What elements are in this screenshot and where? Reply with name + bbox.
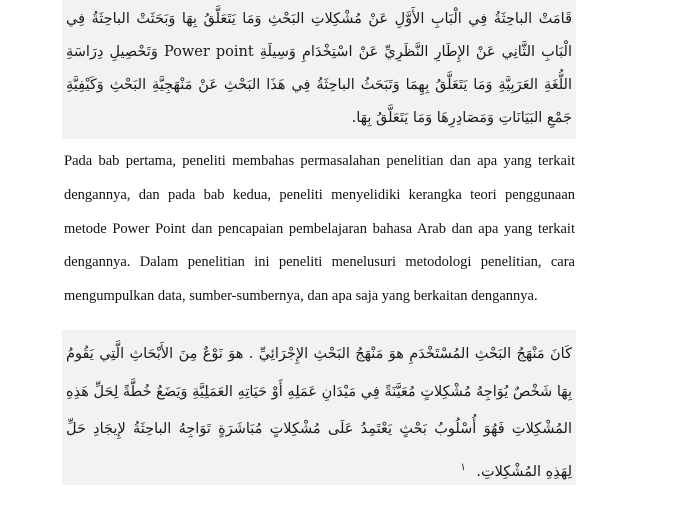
arabic-paragraph-2 [62, 330, 576, 485]
arabic-paragraph-1 [62, 0, 576, 139]
arabic-paragraph-1-text: قَامَتْ الباحِثَةُ فِي الْبَابِ الأَوَّلِ عَنْ مُشْكِلاتِ البَحْثِ وَمَا يَتَعَلَّقُ بِهَا وَبَحَثَتْ الباحِثَةُ فِي الْبَابِ الثَّانِي عَنْ الإِطَارِ النَّظَرِيِّ عَنْ اسْتِخْدَامِ وَسِيلَةِ Power point وَتَحْصِيلِ دِرَاسَةِ اللُّغَةِ العَرَبِيَّةِ وَمَا يَتَعَلَّقُ بِهِمَا وَتَبَحَثُ الباحِثَةُ فِي هَذَا البَحْثِ عَنْ مَنْهَجِيَّةِ البَحْثِ وَكَيْفِيَّةِ جَمْعِ البَيَانَاتِ وَمَصَادِرِهَا وَمَا يَتَعَلَّقُ بِهَا. [66, 11, 572, 126]
arabic-paragraph-2-text: كَانَ مَنْهَجُ البَحْثِ المُسْتَخْدَمِ هوَ مَنْهَجُ البَحْثِ الإِجْرَائِيِّ . هوَ نَوْعٌ مِنَ الأَبْحَاثِ الَّتِي يَقُومُ بِهَا شَخْصٌ يُوَاجِهُ مُشْكِلاتٍ مُعَيَّنَةً فِي مَيْدَانِ عَمَلِهِ أَوْ حَيَاتِهِ العَمَلِيَّةِ وَيَضَعُ خُطَّةً لِحَلِّ هَذِهِ المُشْكِلاتِ فَهُوَ أُسْلُوبُ بَحْثٍ يَعْتَمِدُ عَلَى مُشْكِلاتٍ مُبَاشَرَةٍ تَوَاجِهُ الباحِثَةُ لإِيجَادِ حَلِّ لِهَذِهِ المُشْكِلاتِ. [66, 346, 572, 480]
indonesian-paragraph-text: Pada bab pertama, peneliti membahas permasalahan penelitian dan apa yang terkait dengannya, dan pada bab kedua, peneliti menyelidiki kerangka teori penggunaan metode Power Point dan pencapaian pembelajaran bahasa Arab dan apa yang terkait dengannya. Dalam penelitian ini peneliti menelusuri metodologi penelitian, cara mengumpulkan data, sumber-sumbernya, dan apa saja yang berkaitan dengannya. [64, 153, 575, 305]
indonesian-paragraph [64, 145, 575, 314]
footnote-marker: ١ [460, 461, 466, 473]
